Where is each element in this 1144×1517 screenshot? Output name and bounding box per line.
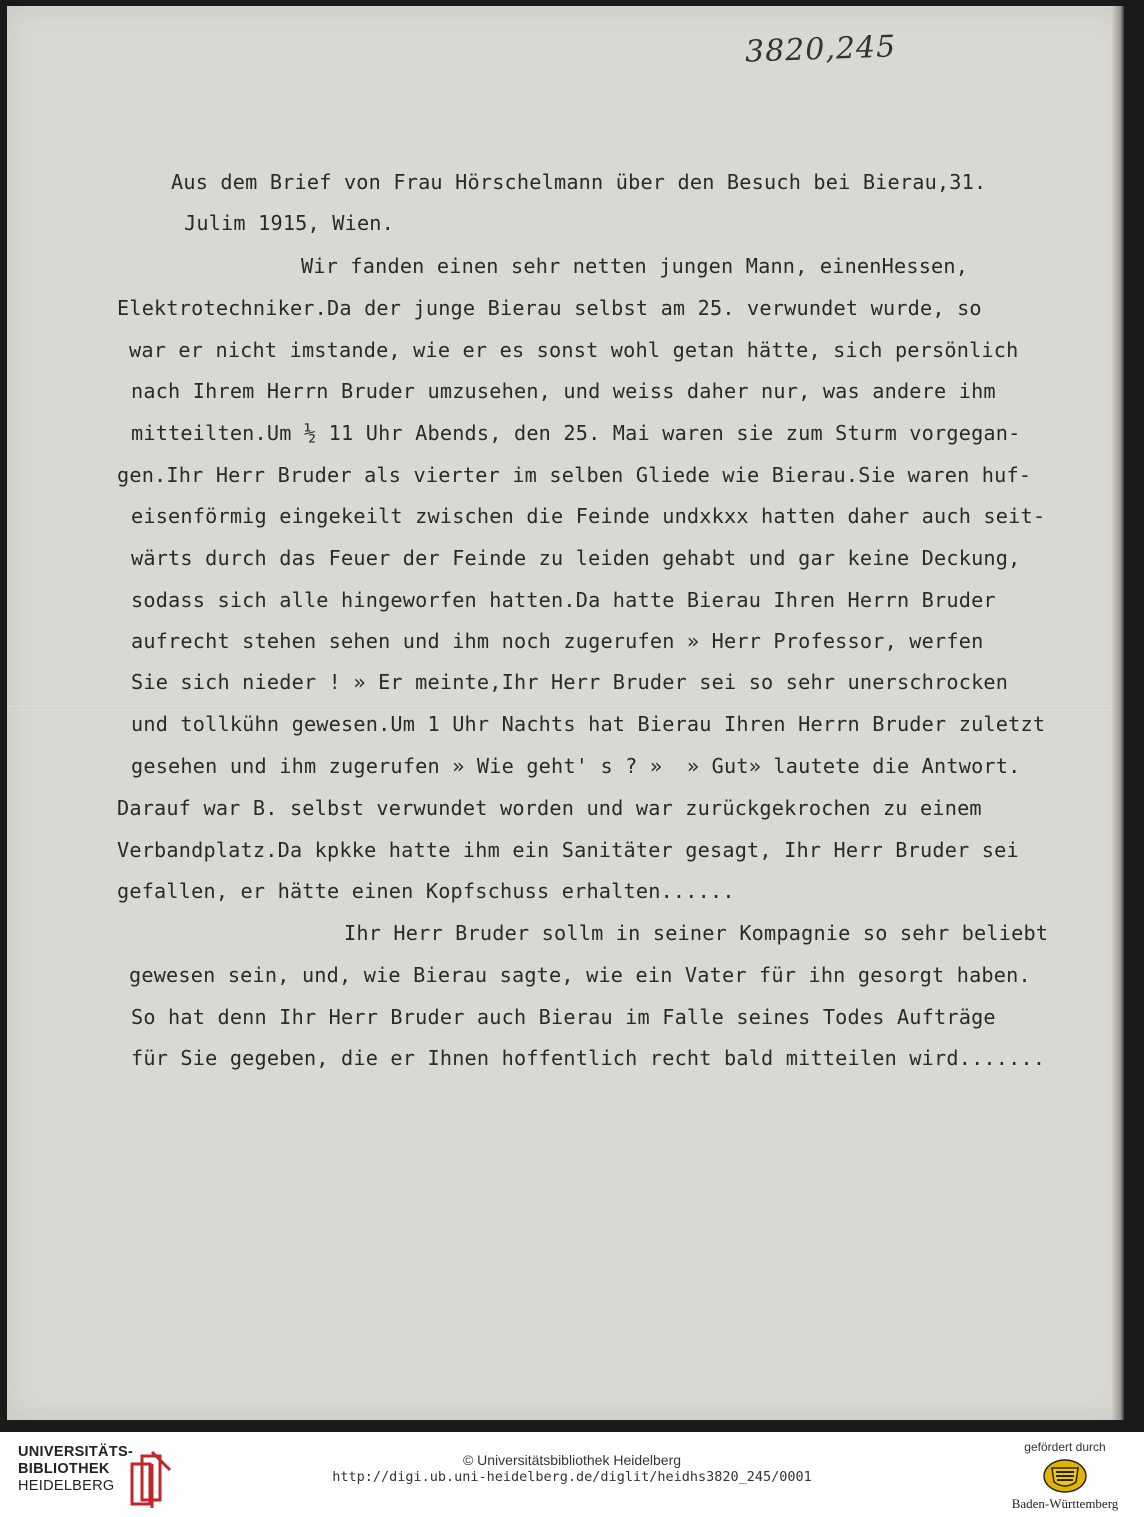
text-line: gefallen, er hätte einen Kopfschuss erhalten...... [117,879,735,903]
shelfmark-annotation: 3820,245 [744,29,897,70]
typed-text [7,6,1124,1420]
text-line: Wir fanden einen sehr netten jungen Mann, einenHessen, [301,254,969,278]
copyright-notice: © Universitätsbibliothek Heidelberg [462,1452,682,1468]
text-line: Julim 1915, Wien. [184,211,395,235]
funding-credit [1000,1440,1130,1512]
text-line: Sie sich nieder ! » Er meinte,Ihr Herr Bruder sei so sehr unerschrocken [131,670,1009,694]
library-name-line: UNIVERSITÄTS- [18,1444,134,1460]
library-name-line: BIBLIOTHEK [18,1461,110,1477]
text-line: Verbandplatz.Da kpkke hatte ihm ein Sanitäter gesagt, Ihr Herr Bruder sei [117,838,1019,862]
text-line: eisenförmig eingekeilt zwischen die Feinde undxkxx hatten daher auch seit- [131,504,1046,528]
text-line: Aus dem Brief von Frau Hörschelmann über den Besuch bei Bierau,31. [171,170,987,194]
letter-page [7,6,1124,1420]
text-line: war er nicht imstande, wie er es sonst wohl getan hätte, sich persönlich [129,338,1019,362]
text-line: mitteilten.Um ½ 11 Uhr Abends, den 25. Mai waren sie zum Sturm vorgegan- [131,421,1021,445]
text-line: Darauf war B. selbst verwundet worden und war zurückgekrochen zu einem [117,796,982,820]
text-line: nach Ihrem Herrn Bruder umzusehen, und weiss daher nur, was andere ihm [131,379,996,403]
library-name-line: HEIDELBERG [18,1478,115,1494]
coat-of-arms-icon [1042,1458,1088,1494]
text-line: für Sie gegeben, die er Ihnen hoffentlich recht bald mitteilen wird....... [131,1046,1046,1070]
text-line: und tollkühn gewesen.Um 1 Uhr Nachts hat Bierau Ihren Herrn Bruder zuletzt [131,712,1046,736]
document-url[interactable]: http://digi.ub.uni-heidelberg.de/diglit/heidhs3820_245/0001 [332,1469,812,1485]
text-line: gesehen und ihm zugerufen » Wie geht' s ? » » Gut» lautete die Antwort. [131,754,1021,778]
text-line: So hat denn Ihr Herr Bruder auch Bierau im Falle seines Todes Aufträge [131,1005,996,1029]
page-footer [0,1432,1144,1517]
text-line: sodass sich alle hingeworfen hatten.Da hatte Bierau Ihren Herrn Bruder [131,588,996,612]
text-line: aufrecht stehen sehen und ihm noch zugerufen » Herr Professor, werfen [131,629,984,653]
text-line: gewesen sein, und, wie Bierau sagte, wie ein Vater für ihn gesorgt haben. [129,963,1031,987]
text-line: wärts durch das Feuer der Feinde zu leiden gehabt und gar keine Deckung, [131,546,1021,570]
text-line: gen.Ihr Herr Bruder als vierter im selben Gliede wie Bierau.Sie waren huf- [117,463,1032,487]
state-name: Baden-Württemberg [1011,1496,1119,1511]
funding-label: gefördert durch [1024,1440,1106,1454]
text-line: Ihr Herr Bruder sollm in seiner Kompagnie so sehr beliebt [344,921,1049,945]
text-line: Elektrotechniker.Da der junge Bierau selbst am 25. verwundet wurde, so [117,296,982,320]
